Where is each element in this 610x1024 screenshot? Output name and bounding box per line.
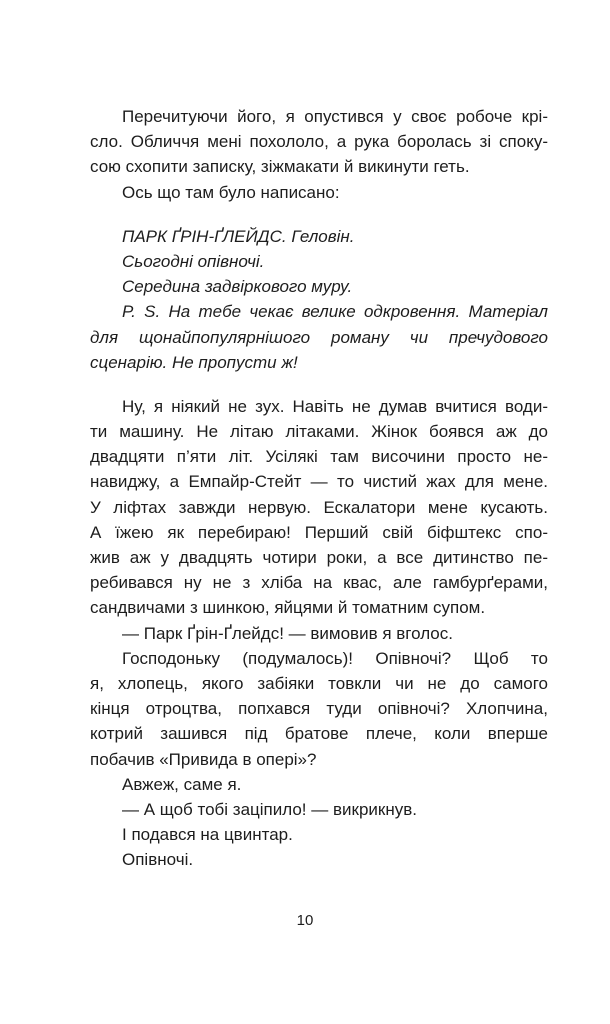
text-line: сою схопити записку, зіжмакати й викинути геть. bbox=[90, 157, 470, 177]
paragraph bbox=[90, 394, 548, 621]
text-line: А їжею як перебираю! Перший свій біфштекс спо- bbox=[90, 522, 548, 542]
note-ps-line: для щонайпопулярнішого роману чи пречудового bbox=[90, 327, 548, 347]
note-quote bbox=[90, 224, 548, 375]
text-line: сло. Обличчя мені похололо, а рука боролась зі споку- bbox=[90, 132, 548, 152]
text-line: котрий зашився під братове плече, коли вперше bbox=[90, 724, 548, 744]
text-line: ти машину. Не літаю літаками. Жінок боявся аж до bbox=[90, 422, 548, 442]
paragraph bbox=[90, 646, 548, 772]
text-line: я, хлопець, якого забіяки товкли чи не до самого bbox=[90, 673, 548, 693]
text-line: Ну, я ніякий не зух. Навіть не думав вчитися води- bbox=[122, 396, 548, 416]
note-line: Середина задвіркового муру. bbox=[122, 277, 353, 297]
paragraph bbox=[90, 822, 548, 847]
text-line: — Парк Ґрін-Ґлейдс! — вимовив я вголос. bbox=[122, 623, 453, 643]
text-line: ребивався ну не з хліба на квас, але гамбурґерами, bbox=[90, 573, 548, 593]
text-line: Господоньку (подумалось)! Опівночі? Щоб то bbox=[122, 648, 548, 668]
text-line: побачив «Привида в опері»? bbox=[90, 749, 317, 769]
note-line: Сьогодні опівночі. bbox=[122, 251, 265, 271]
paragraph bbox=[90, 797, 548, 822]
spacer bbox=[90, 205, 548, 224]
text-line: І подався на цвинтар. bbox=[122, 825, 293, 845]
paragraph bbox=[90, 772, 548, 797]
text-line: Опівночі. bbox=[122, 850, 194, 870]
text-line: — А щоб тобі заціпило! — викрикнув. bbox=[122, 799, 417, 819]
page-number: 10 bbox=[296, 912, 314, 929]
paragraph bbox=[90, 180, 548, 205]
text-line: У ліфтах завжди нервую. Ескалатори мене кусають. bbox=[90, 497, 548, 517]
note-line: ПАРК ҐРІН-ҐЛЕЙДС. Геловін. bbox=[122, 226, 355, 246]
text-line: жив аж у двадцять чотири роки, а все дитинство пе- bbox=[90, 548, 548, 567]
note-ps-line: P. S. На тебе чекає велике одкровення. Матеріал bbox=[122, 302, 548, 322]
text-line: Перечитуючи його, я опустився у своє робоче крі- bbox=[122, 107, 548, 126]
text-line: кінця отроцтва, попхався туди опівночі? Хлопчина, bbox=[90, 699, 548, 719]
text-line: Авжеж, саме я. bbox=[122, 774, 242, 794]
book-page-text bbox=[90, 104, 548, 872]
spacer bbox=[90, 375, 548, 394]
text-line: двадцяти п’яти літ. Усілякі там височини просто не- bbox=[90, 447, 548, 467]
text-line: навиджу, а Емпайр-Стейт — то чистий жах для мене. bbox=[90, 472, 548, 492]
paragraph bbox=[90, 621, 548, 646]
text-line: сандвичами з шинкою, яйцями й томатним супом. bbox=[90, 598, 486, 618]
paragraph bbox=[90, 847, 548, 872]
note-ps-line: сценарію. Не пропусти ж! bbox=[90, 352, 298, 372]
text-line: Ось що там було написано: bbox=[122, 182, 340, 202]
paragraph bbox=[90, 104, 548, 180]
